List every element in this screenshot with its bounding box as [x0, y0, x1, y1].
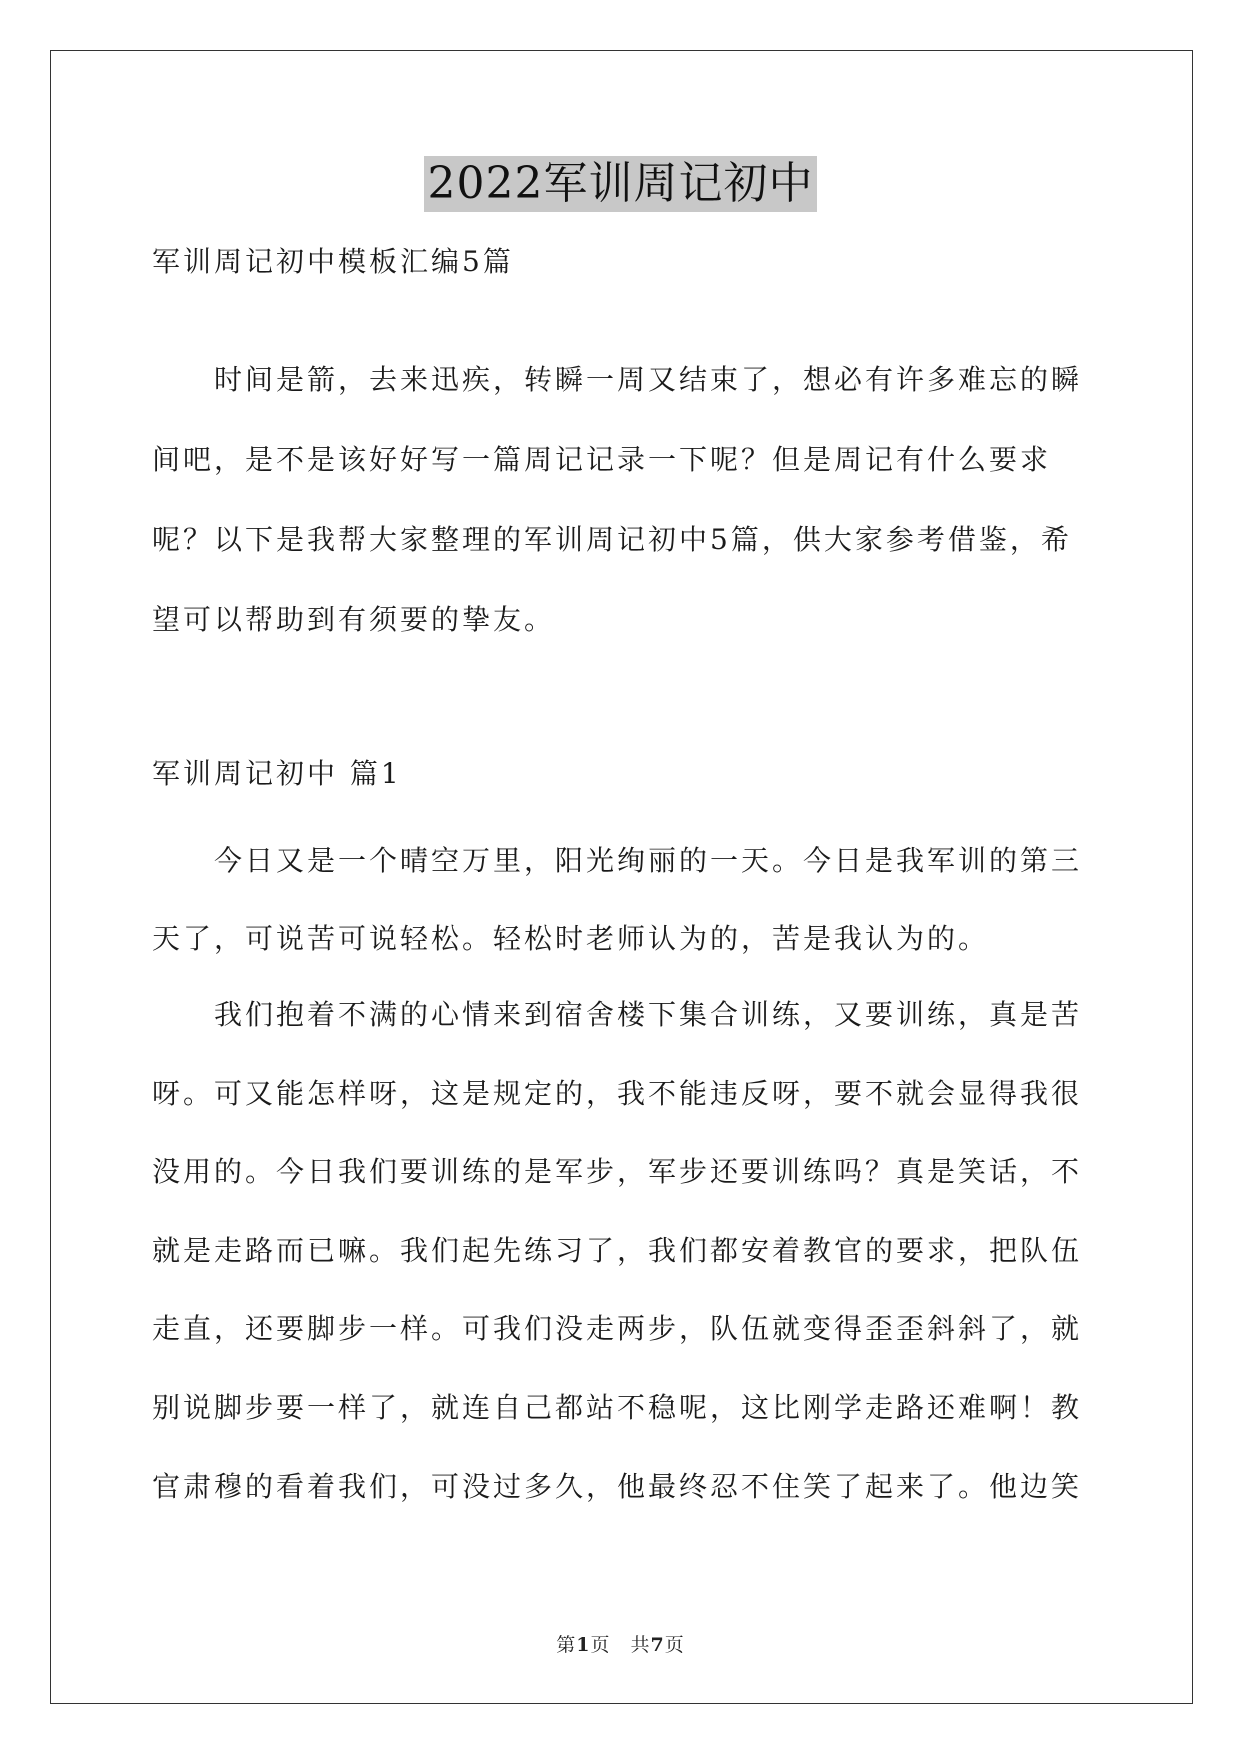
footer-current-page: 1 [576, 1634, 591, 1656]
document-title: 2022军训周记初中 [424, 156, 818, 212]
intro-paragraph: 时间是箭，去来迅疾，转瞬一周又结束了，想必有许多难忘的瞬间吧，是不是该好好写一篇周记记录一下呢？但是周记有什么要求呢？以下是我帮大家整理的军训周记初中5篇，供大家参考借鉴，希望可以帮助到有须要的挚友。 [152, 363, 1083, 636]
title-container [0, 156, 1241, 212]
body-paragraph-1: 今日又是一个晴空万里，阳光绚丽的一天。今日是我军训的第三天了，可说苦可说轻松。轻松时老师认为的，苦是我认为的。 [152, 844, 1083, 955]
footer-total-pages: 7 [650, 1634, 665, 1656]
body-paragraph-2: 我们抱着不满的心情来到宿舍楼下集合训练，又要训练，真是苦呀。可又能怎样呀，这是规定的，我不能违反呀，要不就会显得我很没用的。今日我们要训练的是军步，军步还要训练吗？真是笑话，不就是走路而已嘛。我们起先练习了，我们都安着教官的要求，把队伍走直，还要脚步一样。可我们没走两步，队伍就变得歪歪斜斜了，就别说脚步要一样了，就连自己都站不稳呢，这比刚学走路还难啊！教官肃穆的看着我们，可没过多久，他最终忍不住笑了起来了。他边笑 [152, 998, 1083, 1503]
footer-prefix: 第 [556, 1634, 577, 1656]
footer-suffix: 页 [664, 1634, 685, 1656]
footer-mid: 页 共 [590, 1634, 651, 1656]
document-subtitle: 军训周记初中模板汇编5篇 [152, 245, 514, 278]
section-heading: 军训周记初中 篇1 [152, 757, 402, 790]
page-footer [0, 1630, 1241, 1657]
